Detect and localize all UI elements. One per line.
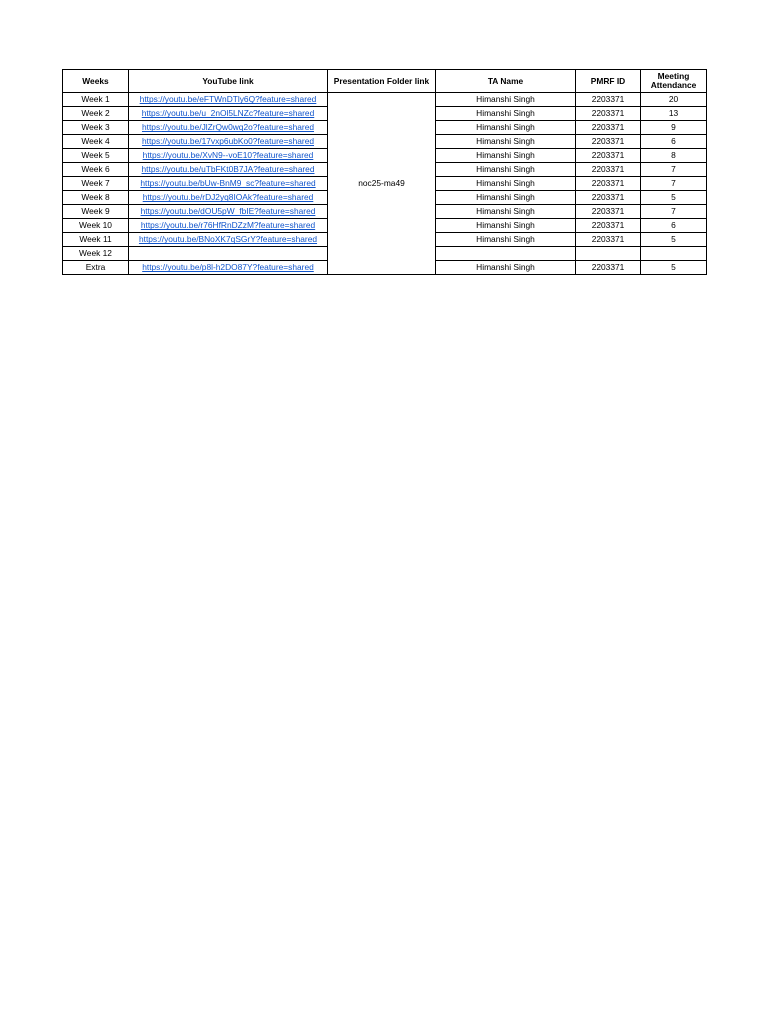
youtube-link[interactable]: https://youtu.be/r76HfRnDZzM?feature=shared (140, 220, 316, 231)
ta-name-cell: Himanshi Singh (436, 205, 576, 219)
youtube-link[interactable]: https://youtu.be/p8l-h2DO87Y?feature=shared (142, 262, 314, 273)
week-cell: Week 8 (63, 191, 129, 205)
table-row (63, 93, 707, 107)
attendance-cell: 20 (641, 93, 707, 107)
pmrf-id-cell: 2203371 (576, 233, 641, 247)
youtube-link[interactable]: https://youtu.be/dOU5pW_fbIE?feature=shared (140, 206, 316, 217)
week-cell: Extra (63, 261, 129, 275)
attendance-cell: 13 (641, 107, 707, 121)
youtube-link-cell (129, 149, 328, 163)
ta-name-cell: Himanshi Singh (436, 177, 576, 191)
week-cell: Week 11 (63, 233, 129, 247)
week-cell: Week 2 (63, 107, 129, 121)
ta-name-cell: Himanshi Singh (436, 121, 576, 135)
youtube-link-cell (129, 219, 328, 233)
youtube-link[interactable]: https://youtu.be/17vxp6ubKo0?feature=shared (141, 136, 315, 147)
attendance-cell: 8 (641, 149, 707, 163)
youtube-link[interactable]: https://youtu.be/XvN9--voE10?feature=shared (142, 150, 314, 161)
attendance-cell: 9 (641, 121, 707, 135)
header-row (63, 70, 707, 93)
week-cell: Week 6 (63, 163, 129, 177)
week-cell: Week 5 (63, 149, 129, 163)
attendance-cell: 6 (641, 219, 707, 233)
pmrf-id-cell: 2203371 (576, 219, 641, 233)
header-weeks: Weeks (63, 70, 129, 93)
youtube-link-cell (129, 233, 328, 247)
ta-name-cell: Himanshi Singh (436, 219, 576, 233)
header-presentation-folder: Presentation Folder link (328, 70, 436, 93)
youtube-link-cell (129, 93, 328, 107)
youtube-link[interactable]: https://youtu.be/rDJ2yq8IOAk?feature=shared (142, 192, 314, 203)
ta-name-cell: Himanshi Singh (436, 163, 576, 177)
attendance-cell: 5 (641, 233, 707, 247)
pmrf-id-cell: 2203371 (576, 191, 641, 205)
youtube-link[interactable]: https://youtu.be/bUw-BnM9_sc?feature=shared (140, 178, 316, 189)
attendance-cell: 7 (641, 205, 707, 219)
week-cell: Week 3 (63, 121, 129, 135)
pmrf-id-cell: 2203371 (576, 205, 641, 219)
pmrf-id-cell (576, 247, 641, 261)
ta-name-cell: Himanshi Singh (436, 93, 576, 107)
attendance-cell: 7 (641, 163, 707, 177)
youtube-link-cell (129, 135, 328, 149)
attendance-cell: 6 (641, 135, 707, 149)
pmrf-id-cell: 2203371 (576, 107, 641, 121)
pmrf-id-cell: 2203371 (576, 177, 641, 191)
week-cell: Week 4 (63, 135, 129, 149)
attendance-cell: 5 (641, 261, 707, 275)
ta-name-cell (436, 247, 576, 261)
youtube-link[interactable]: https://youtu.be/u_2nOl5LNZc?feature=shared (141, 108, 315, 119)
youtube-link-cell (129, 163, 328, 177)
youtube-link-cell (129, 177, 328, 191)
pmrf-id-cell: 2203371 (576, 121, 641, 135)
pmrf-id-cell: 2203371 (576, 261, 641, 275)
presentation-folder-cell: noc25-ma49 (328, 93, 436, 275)
youtube-link-cell (129, 107, 328, 121)
youtube-link-cell (129, 121, 328, 135)
pmrf-id-cell: 2203371 (576, 163, 641, 177)
attendance-table (62, 69, 707, 275)
header-meeting-attendance: Meeting Attendance (641, 70, 707, 93)
pmrf-id-cell: 2203371 (576, 149, 641, 163)
attendance-cell: 5 (641, 191, 707, 205)
youtube-link[interactable]: https://youtu.be/eFTWnDTly6Q?feature=shared (139, 94, 317, 105)
youtube-link-cell (129, 191, 328, 205)
week-cell: Week 10 (63, 219, 129, 233)
header-pmrf-id: PMRF ID (576, 70, 641, 93)
attendance-cell (641, 247, 707, 261)
youtube-link[interactable]: https://youtu.be/JlZrQw0wq2o?feature=shared (141, 122, 315, 133)
ta-name-cell: Himanshi Singh (436, 107, 576, 121)
ta-name-cell: Himanshi Singh (436, 149, 576, 163)
week-cell: Week 9 (63, 205, 129, 219)
youtube-link-cell (129, 205, 328, 219)
ta-name-cell: Himanshi Singh (436, 233, 576, 247)
youtube-link-cell (129, 261, 328, 275)
header-youtube-link: YouTube link (129, 70, 328, 93)
ta-name-cell: Himanshi Singh (436, 135, 576, 149)
youtube-link-cell (129, 247, 328, 261)
youtube-link[interactable]: https://youtu.be/uTbFKt0B7JA?feature=shared (141, 164, 315, 175)
attendance-cell: 7 (641, 177, 707, 191)
week-cell: Week 12 (63, 247, 129, 261)
header-ta-name: TA Name (436, 70, 576, 93)
week-cell: Week 1 (63, 93, 129, 107)
pmrf-id-cell: 2203371 (576, 135, 641, 149)
ta-name-cell: Himanshi Singh (436, 191, 576, 205)
pmrf-id-cell: 2203371 (576, 93, 641, 107)
ta-name-cell: Himanshi Singh (436, 261, 576, 275)
week-cell: Week 7 (63, 177, 129, 191)
youtube-link[interactable]: https://youtu.be/BNoXK7qSGrY?feature=shared (138, 234, 318, 245)
